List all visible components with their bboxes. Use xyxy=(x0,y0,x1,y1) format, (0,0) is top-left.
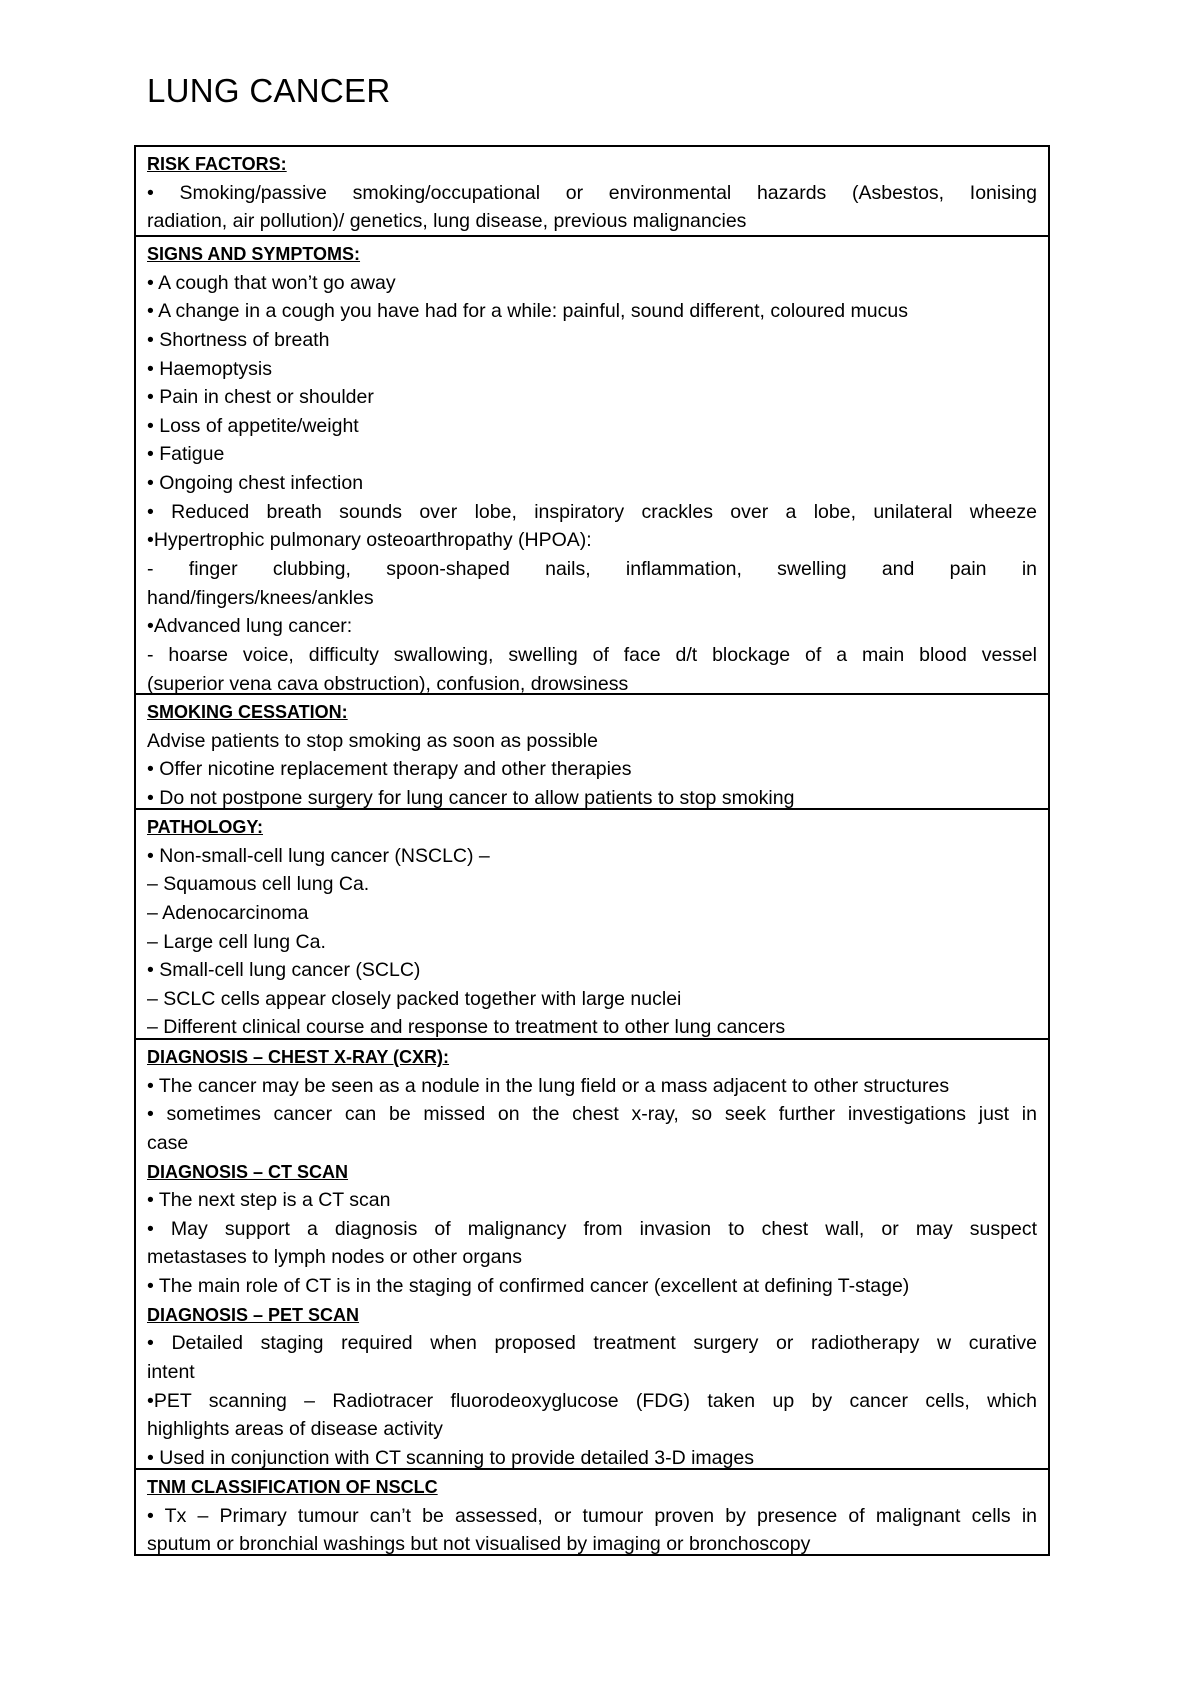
note-line: •PET scanning – Radiotracer fluorodeoxyglucose (FDG) taken up by cancer cells, which xyxy=(147,1389,1037,1412)
section-signs xyxy=(136,235,1048,693)
note-line: • Pain in chest or shoulder xyxy=(147,386,374,409)
note-line: • Shortness of breath xyxy=(147,328,330,351)
note-line: - hoarse voice, difficulty swallowing, swelling of face d/t blockage of a main blood vessel xyxy=(147,643,1037,666)
section-heading: DIAGNOSIS – CT SCAN xyxy=(147,1161,349,1182)
note-line: – Adenocarcinoma xyxy=(147,901,309,924)
note-line: •Hypertrophic pulmonary osteoarthropathy (HPOA): xyxy=(147,529,592,552)
section-heading: TNM CLASSIFICATION OF NSCLC xyxy=(147,1477,438,1497)
section-heading: PATHOLOGY: xyxy=(147,817,263,837)
section-heading: SIGNS AND SYMPTOMS: xyxy=(147,244,361,264)
note-line: • Offer nicotine replacement therapy and other therapies xyxy=(147,758,632,781)
note-line: • Used in conjunction with CT scanning to provide detailed 3-D images xyxy=(147,1446,754,1468)
note-line: highlights areas of disease activity xyxy=(147,1418,443,1441)
section-heading: RISK FACTORS: xyxy=(147,154,287,174)
note-line: • A change in a cough you have had for a while: painful, sound different, coloured mucus xyxy=(147,300,908,323)
section-smoking xyxy=(136,693,1048,808)
note-line: – Different clinical course and response to treatment to other lung cancers xyxy=(147,1016,786,1038)
note-line: – Squamous cell lung Ca. xyxy=(147,873,370,896)
section-pathology xyxy=(136,808,1048,1038)
note-line: Advise patients to stop smoking as soon as possible xyxy=(147,729,598,752)
note-line: – Large cell lung Ca. xyxy=(147,930,326,953)
note-line: • Reduced breath sounds over lobe, inspiratory crackles over a lobe, unilateral wheeze xyxy=(147,500,1037,523)
note-line: • A cough that won’t go away xyxy=(147,271,396,294)
note-line: • The next step is a CT scan xyxy=(147,1189,391,1212)
section-heading: SMOKING CESSATION: xyxy=(147,702,348,722)
note-line: (superior vena cava obstruction), confusion, drowsiness xyxy=(147,672,629,693)
note-line: • Loss of appetite/weight xyxy=(147,414,359,437)
page-title: LUNG CANCER xyxy=(147,72,391,109)
section-diagnosis xyxy=(136,1038,1048,1468)
section-risk xyxy=(136,147,1048,235)
note-line: hand/fingers/knees/ankles xyxy=(147,586,374,609)
note-line: •Advanced lung cancer: xyxy=(147,615,353,638)
note-line: • Fatigue xyxy=(147,443,225,466)
section-tnm xyxy=(136,1468,1048,1554)
note-line: radiation, air pollution)/ genetics, lung disease, previous malignancies xyxy=(147,210,747,233)
note-line: • The main role of CT is in the staging of confirmed cancer (excellent at defining T-stage) xyxy=(147,1275,910,1298)
note-line: – SCLC cells appear closely packed together with large nuclei xyxy=(147,987,682,1010)
note-line: • Smoking/passive smoking/occupational or environmental hazards (Asbestos, Ionising xyxy=(147,181,1037,204)
note-line: • Tx – Primary tumour can’t be assessed, or tumour proven by presence of malignant cells in xyxy=(147,1504,1037,1527)
note-line: • Small-cell lung cancer (SCLC) xyxy=(147,959,421,982)
note-line: • Do not postpone surgery for lung cancer to allow patients to stop smoking xyxy=(147,786,795,808)
note-line: - finger clubbing, spoon-shaped nails, inflammation, swelling and pain in xyxy=(147,558,1037,581)
note-line: metastases to lymph nodes or other organs xyxy=(147,1246,523,1269)
note-line: case xyxy=(147,1131,189,1154)
note-line: • Ongoing chest infection xyxy=(147,472,364,495)
note-line: • Haemoptysis xyxy=(147,357,272,380)
section-heading: DIAGNOSIS – CHEST X-RAY (CXR): xyxy=(147,1047,450,1067)
notes-table xyxy=(134,145,1050,1556)
note-line: • May support a diagnosis of malignancy from invasion to chest wall, or may suspect xyxy=(147,1217,1037,1240)
note-line: • The cancer may be seen as a nodule in the lung field or a mass adjacent to other structures xyxy=(147,1074,950,1097)
section-heading: DIAGNOSIS – PET SCAN xyxy=(147,1304,360,1325)
note-line: sputum or bronchial washings but not visualised by imaging or bronchoscopy xyxy=(147,1533,811,1554)
note-line: intent xyxy=(147,1361,195,1384)
note-line: • sometimes cancer can be missed on the chest x-ray, so seek further investigations just in xyxy=(147,1103,1037,1126)
note-line: • Non-small-cell lung cancer (NSCLC) – xyxy=(147,844,490,867)
note-line: • Detailed staging required when proposed treatment surgery or radiotherapy w curative xyxy=(147,1332,1037,1355)
